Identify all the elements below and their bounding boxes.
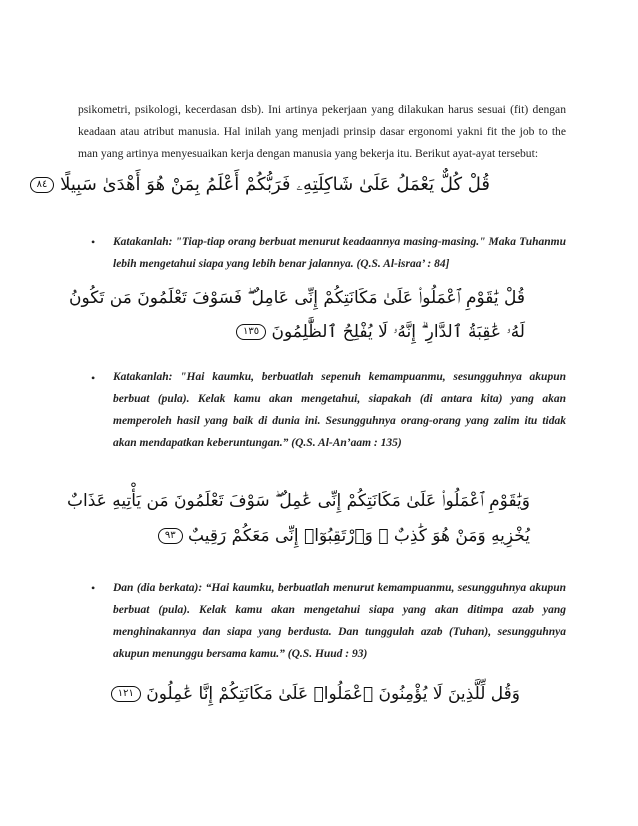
arabic-verse-text: يُخْزِيهِ وَمَنْ هُوَ كَٰذِبٌ ۖ وَٱرْتَقِبُوٓا۟ إِنِّى مَعَكُمْ رَقِيبٌ: [188, 526, 530, 546]
verse-translation-isra-84: Katakanlah: "Tiap-tiap orang berbuat menurut keadaannya masing-masing." Maka Tuhanmu lebih mengetahui siapa yang lebih benar jalannya. (Q.S. Al-israa’ : 84]: [113, 236, 566, 270]
arabic-verse-hud-121: [117, 676, 520, 712]
ayah-number-mark: ١٢١: [111, 686, 141, 702]
verse-translation-hud-93: Dan (dia berkata): “Hai kaumku, berbuatlah menurut kemampuanmu, sesungguhnya akupun berbuat (pula). Kelak kamu akan mengetahui siapa yang akan ditimpa azab yang menghinakannya dan siapa yang berdusta. Dan tunggulah azab (Tuhan), sesungguhnya akupun menunggu bersama kamu.” (Q.S. Huud : 93): [113, 582, 566, 660]
arabic-verse-hud-93-line2: [150, 518, 530, 554]
bullet-icon: •: [91, 371, 96, 385]
arabic-verse-text: لَهُۥ عَٰقِبَةُ ٱلدَّارِ ۗ إِنَّهُۥ لَا يُفْلِحُ ٱلظَّٰلِمُونَ: [271, 322, 525, 342]
arabic-verse-anam-135-line1: [69, 280, 525, 316]
bullet-icon: •: [91, 581, 96, 595]
arabic-verse-text: وَقُل لِّلَّذِينَ لَا يُؤْمِنُونَ ٱعْمَلُوا۟ عَلَىٰ مَكَانَتِكُمْ إِنَّا عَٰمِلُونَ: [146, 684, 520, 704]
arabic-verse-anam-135-line2: [165, 314, 525, 350]
arabic-verse-text: وَيَٰقَوْمِ ٱعْمَلُوا۟ عَلَىٰ مَكَانَتِكُمْ إِنِّى عَٰمِلٌ ۖ سَوْفَ تَعْلَمُونَ مَن يَأْتِيهِ عَذَابٌ: [67, 491, 530, 511]
ayah-number-mark: ٨٤: [30, 177, 55, 193]
arabic-verse-hud-93-line1: [67, 483, 530, 519]
verse-translation-anam-135: Katakanlah: "Hai kaumku, berbuatlah sepenuh kemampuanmu, sesungguhnya akupun berbuat (pula). Kelak kamu akan mengetahui, siapakah (di antara kita) yang akan memperoleh hasil yang baik di dunia ini. Sesungguhnya orang-orang yang zalim itu tidak akan mendapatkan keberuntungan.” (Q.S. Al-An’aam : 135): [113, 371, 566, 449]
ayah-number-mark: ١٣٥: [236, 324, 266, 340]
ayah-number-mark: ٩٣: [158, 528, 183, 544]
arabic-verse-isra-84: [36, 168, 490, 202]
intro-paragraph: psikometri, psikologi, kecerdasan dsb). Ini artinya pekerjaan yang dilakukan harus sesuai (fit) dengan keadaan atau atribut manusia. Hal inilah yang menjadi prinsip dasar ergonomi yakni fit the job to the man yang artinya menyesuaikan kerja dengan manusia yang bekerja itu. Berikut ayat-ayat tersebut:: [78, 103, 566, 160]
arabic-verse-text: قُلْ يَٰقَوْمِ ٱعْمَلُوا۟ عَلَىٰ مَكَانَتِكُمْ إِنِّى عَامِلٌ ۖ فَسَوْفَ تَعْلَمُونَ مَن تَكُونُ: [69, 288, 525, 308]
bullet-icon: •: [91, 235, 96, 249]
arabic-verse-text: قُلْ كُلٌّ يَعْمَلُ عَلَىٰ شَاكِلَتِهِۦ فَرَبُّكُمْ أَعْلَمُ بِمَنْ هُوَ أَهْدَىٰ سَبِيلًا: [60, 174, 490, 195]
